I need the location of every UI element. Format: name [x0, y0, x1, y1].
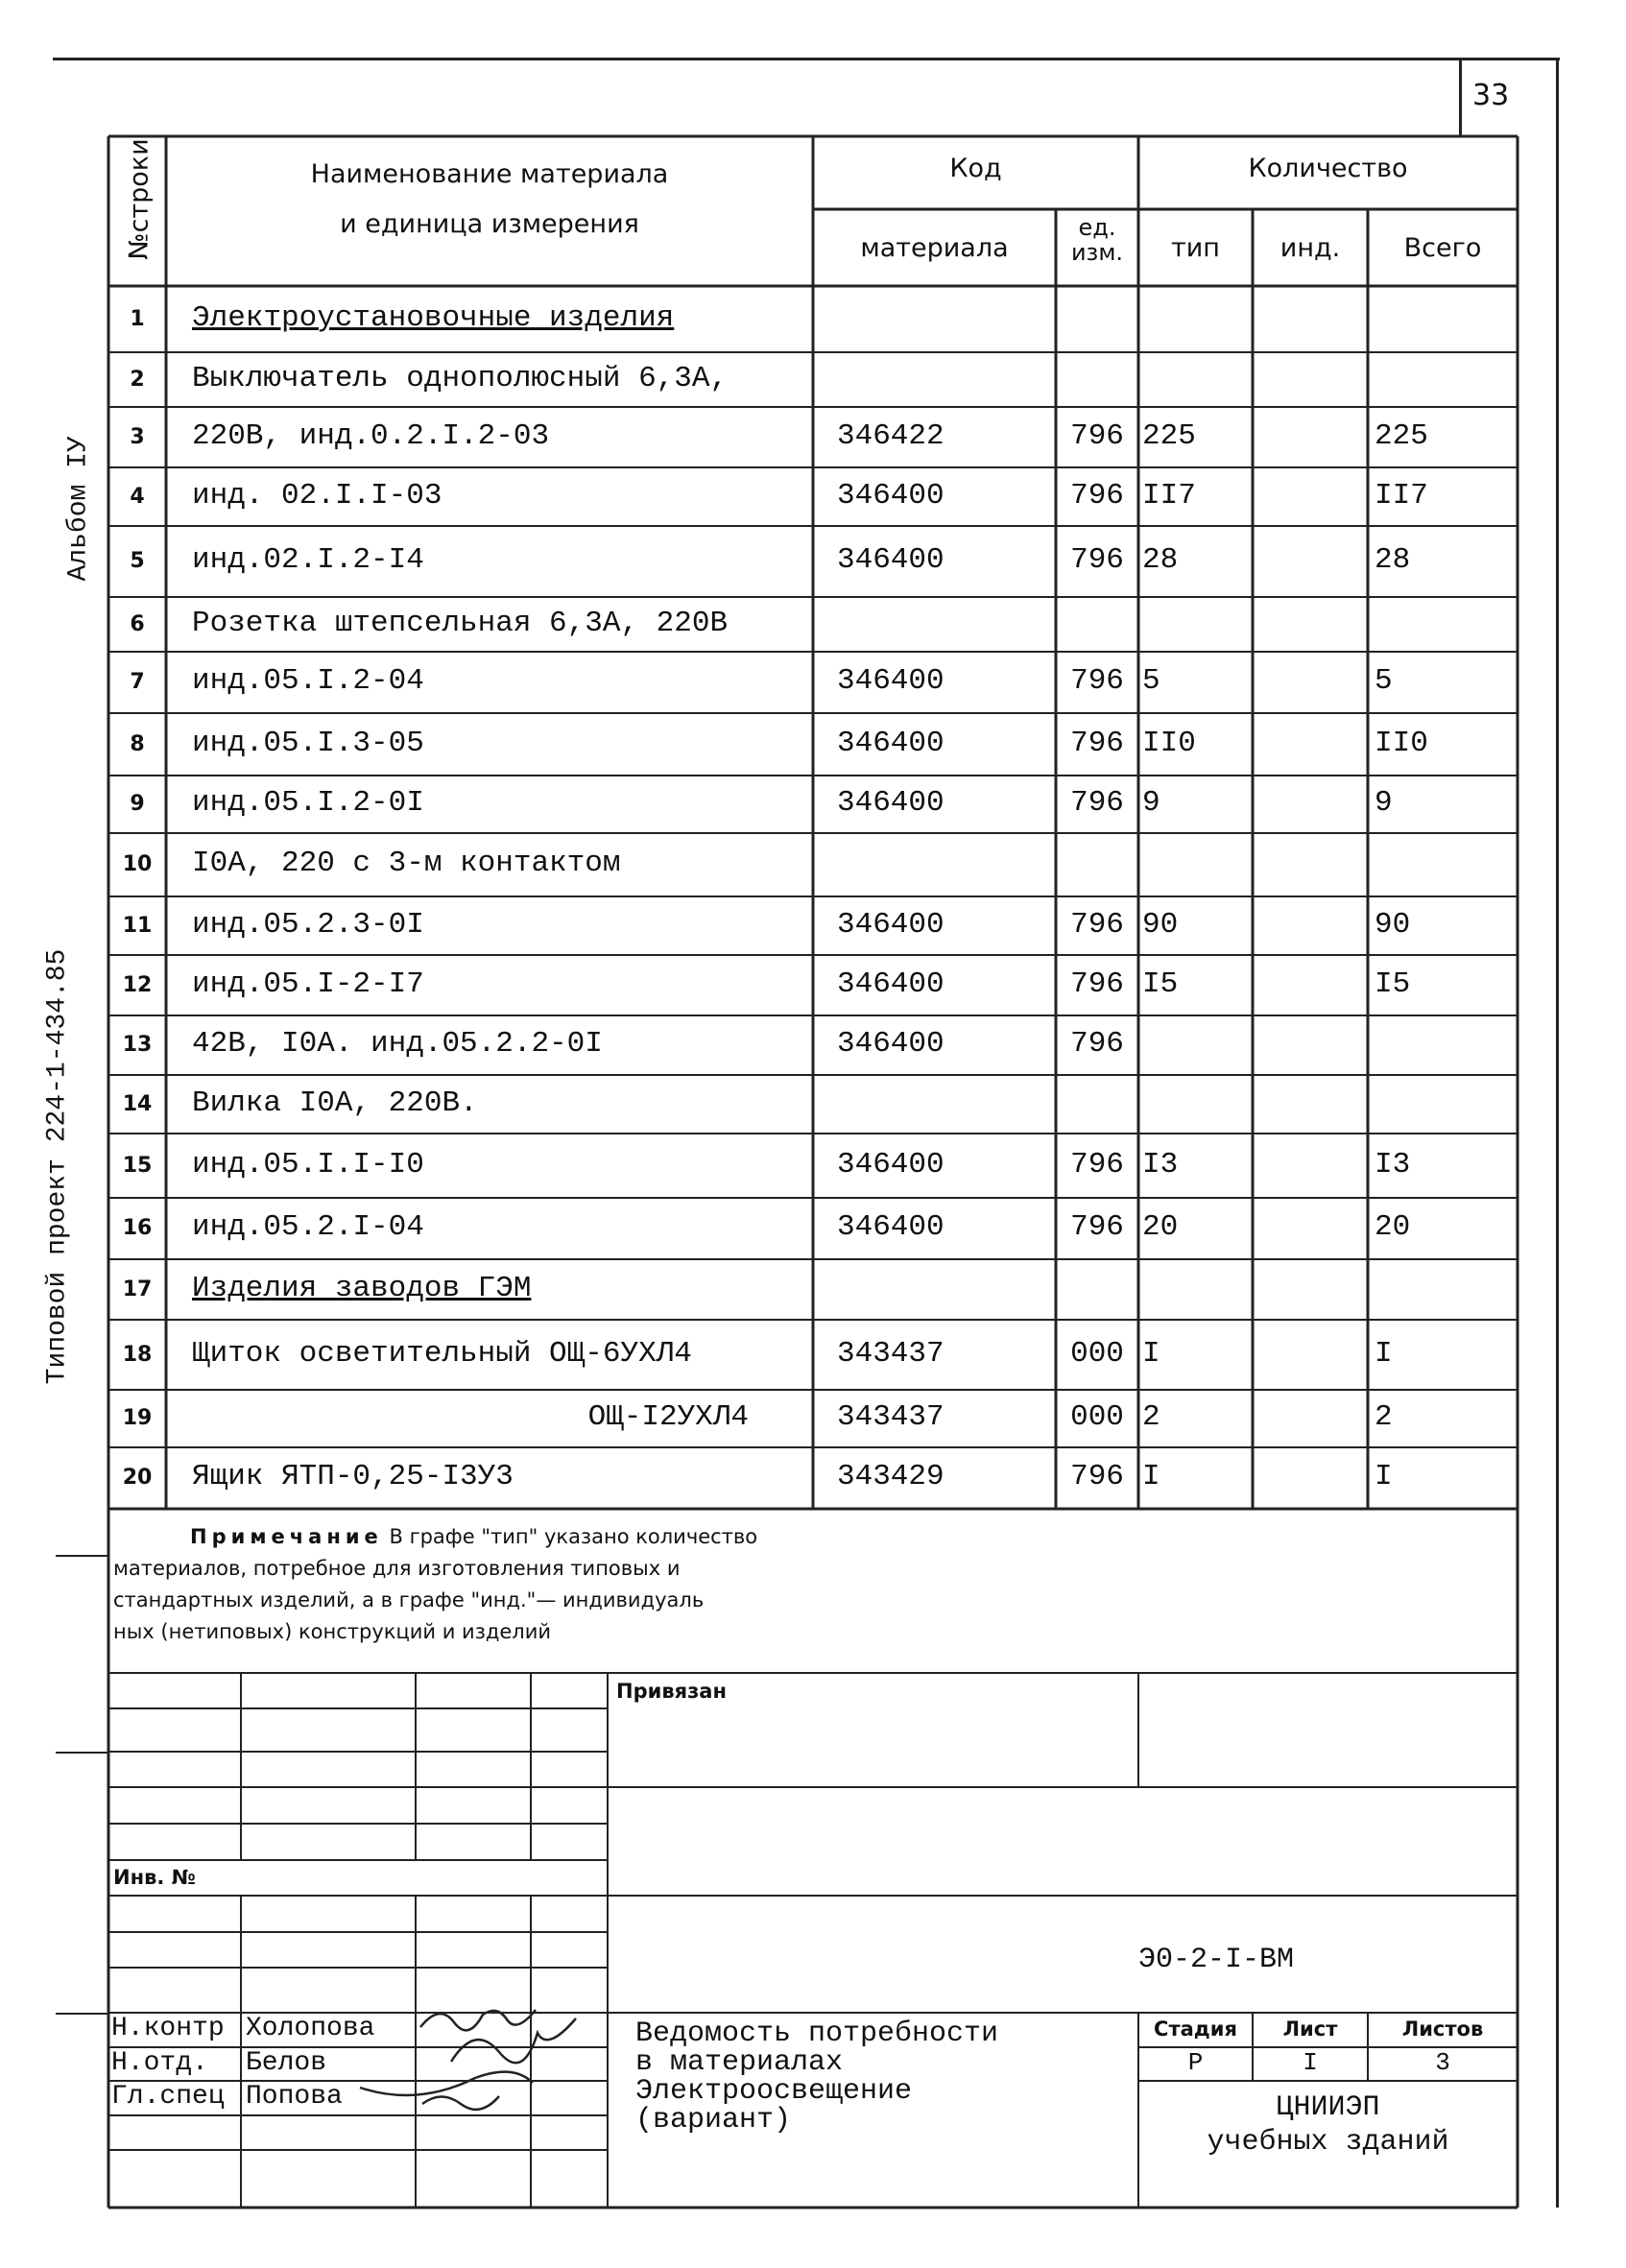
material-code: 346400	[837, 967, 945, 1001]
material-name: Изделия заводов ГЭМ	[192, 1271, 532, 1305]
material-name: 42В, I0А. инд.05.2.2-0I	[192, 1027, 603, 1061]
header-quantity: Количество	[1248, 154, 1408, 183]
material-name: ОЩ-I2УХЛ4	[587, 1400, 749, 1434]
material-name: Электроустановочные изделия	[192, 300, 675, 335]
material-name: инд.05.I.I-I0	[192, 1147, 424, 1182]
row-number: 3	[130, 424, 145, 449]
qty-typ: I	[1142, 1460, 1160, 1493]
material-code: 343437	[837, 1400, 945, 1434]
unit-code: 796	[1070, 1147, 1124, 1182]
header-ind: инд.	[1279, 233, 1341, 263]
material-name: инд.02.I.2-I4	[192, 543, 424, 577]
material-name: I0А, 220 с 3-м контактом	[192, 847, 621, 880]
qty-typ: II7	[1142, 478, 1196, 513]
qty-total: I3	[1375, 1147, 1411, 1182]
qty-total: II7	[1375, 478, 1428, 513]
side-album-label: Альбом IУ	[63, 436, 94, 582]
unit-code: 796	[1070, 1460, 1124, 1493]
row-number: 10	[122, 852, 153, 876]
qty-total: 225	[1375, 418, 1428, 453]
row-number: 15	[122, 1153, 153, 1178]
stamp-title: Ведомость потребности в материалах Электроосвещение (вариант)	[635, 2017, 999, 2137]
qty-total: 90	[1375, 907, 1411, 942]
row-number: 6	[130, 611, 145, 636]
row-number: 20	[122, 1466, 153, 1490]
qty-typ: I5	[1142, 967, 1179, 1001]
qty-total: 20	[1375, 1210, 1411, 1244]
row-number: 2	[130, 367, 145, 392]
qty-total: I5	[1375, 967, 1411, 1001]
qty-total: 2	[1375, 1400, 1393, 1434]
material-code: 343437	[837, 1336, 945, 1371]
unit-code: 796	[1070, 1210, 1124, 1244]
unit-code: 796	[1070, 664, 1124, 698]
row-number: 11	[122, 913, 153, 938]
material-code: 346400	[837, 786, 945, 820]
material-name: Щиток осветительный ОЩ-6УХЛ4	[192, 1336, 692, 1371]
row-number: 7	[130, 670, 145, 694]
material-name: Вилка I0А, 220В.	[192, 1086, 478, 1120]
unit-code: 796	[1070, 1027, 1124, 1061]
material-name: инд.05.2.3-0I	[192, 907, 424, 942]
material-code: 346400	[837, 664, 945, 698]
stamp-organization: ЦНИИЭП учебных зданий	[1207, 2091, 1449, 2159]
note-line3: стандартных изделий, а в графе "инд."— индивидуаль	[113, 1588, 705, 1611]
row-number: 18	[122, 1342, 153, 1367]
stamp-name-2: Белов	[246, 2048, 327, 2078]
row-number: 4	[130, 484, 145, 509]
material-name: инд.05.I.2-04	[192, 664, 424, 698]
material-code: 346400	[837, 1210, 945, 1244]
unit-code: 796	[1070, 418, 1124, 453]
page-number: 33	[1472, 79, 1510, 112]
header-unit: ед. изм.	[1070, 214, 1124, 266]
note-line4: ных (нетиповых) конструкций и изделий	[113, 1620, 552, 1643]
stamp-sheet: I	[1303, 2048, 1318, 2077]
unit-code: 796	[1070, 786, 1124, 820]
unit-code: 000	[1070, 1400, 1124, 1434]
qty-typ: I3	[1142, 1147, 1179, 1182]
qty-total: II0	[1375, 726, 1428, 760]
qty-total: I	[1375, 1460, 1393, 1493]
row-number: 19	[122, 1406, 153, 1430]
stamp-sheets: 3	[1435, 2048, 1450, 2077]
stamp-role-3: Гл.спец	[111, 2082, 225, 2112]
row-number: 12	[122, 972, 153, 997]
header-name-line1: Наименование материала	[310, 159, 669, 189]
note-line1: В графе "тип" указано количество	[389, 1525, 758, 1548]
qty-typ: 20	[1142, 1210, 1179, 1244]
unit-code: 000	[1070, 1336, 1124, 1371]
qty-typ: 90	[1142, 907, 1179, 942]
unit-code: 796	[1070, 907, 1124, 942]
qty-typ: 2	[1142, 1400, 1160, 1434]
material-code: 346400	[837, 1027, 945, 1061]
unit-code: 796	[1070, 726, 1124, 760]
header-code: Код	[949, 154, 1002, 183]
row-number: 13	[122, 1033, 153, 1057]
header-name-line2: и единица измерения	[340, 209, 639, 239]
note	[113, 1521, 939, 1648]
qty-typ: 9	[1142, 786, 1160, 820]
material-name: инд.05.I-2-I7	[192, 967, 424, 1001]
row-number: 5	[130, 549, 145, 573]
stamp-sheet-label: Лист	[1282, 2017, 1338, 2041]
material-code: 343429	[837, 1460, 945, 1493]
stamp-stage: Р	[1187, 2048, 1204, 2077]
material-name: инд.05.2.I-04	[192, 1210, 424, 1244]
material-name: Выключатель однополюсный 6,3А,	[192, 361, 729, 395]
material-code: 346400	[837, 907, 945, 942]
stamp-bound-label: Привязан	[616, 1680, 727, 1703]
qty-total: 28	[1375, 543, 1411, 577]
material-name: инд.05.I.2-0I	[192, 786, 424, 820]
header-row-number: №строки	[124, 138, 155, 260]
stamp-doc-code: Э0-2-I-ВМ	[1138, 1944, 1295, 1976]
unit-code: 796	[1070, 543, 1124, 577]
header-material: материала	[860, 233, 1009, 263]
stamp-name-3: Попова	[246, 2082, 343, 2112]
material-name: инд. 02.I.I-03	[192, 478, 442, 513]
stamp-name-1: Холопова	[246, 2014, 375, 2043]
material-code: 346400	[837, 726, 945, 760]
material-code: 346400	[837, 478, 945, 513]
material-name: инд.05.I.3-05	[192, 726, 424, 760]
row-number: 8	[130, 731, 145, 756]
qty-typ: I	[1142, 1336, 1160, 1371]
row-number: 1	[130, 306, 145, 331]
material-code: 346400	[837, 543, 945, 577]
material-name: 220В, инд.0.2.I.2-03	[192, 418, 550, 453]
material-name: Розетка штепсельная 6,3А, 220В	[192, 606, 729, 640]
qty-typ: II0	[1142, 726, 1196, 760]
side-project-label: Типовой проект 224-1-434.85	[42, 948, 73, 1385]
row-number: 16	[122, 1216, 153, 1240]
stamp-sheets-label: Листов	[1401, 2017, 1484, 2041]
unit-code: 796	[1070, 478, 1124, 513]
note-title: Примечание	[190, 1525, 383, 1548]
stamp-stage-label: Стадия	[1154, 2017, 1237, 2041]
header-typ: тип	[1171, 233, 1220, 263]
qty-total: 5	[1375, 664, 1393, 698]
qty-typ: 28	[1142, 543, 1179, 577]
qty-typ: 225	[1142, 418, 1196, 453]
material-code: 346400	[837, 1147, 945, 1182]
material-name: Ящик ЯТП-0,25-I3У3	[192, 1460, 514, 1493]
note-line2: материалов, потребное для изготовления типовых и	[113, 1557, 681, 1580]
row-number: 9	[130, 792, 145, 816]
row-number: 14	[122, 1091, 153, 1116]
stamp-role-1: Н.контр	[111, 2014, 225, 2043]
row-number: 17	[122, 1277, 153, 1301]
unit-code: 796	[1070, 967, 1124, 1001]
qty-total: I	[1375, 1336, 1393, 1371]
qty-typ: 5	[1142, 664, 1160, 698]
qty-total: 9	[1375, 786, 1393, 820]
stamp-role-2: Н.отд.	[111, 2048, 208, 2078]
signature-marks	[360, 2010, 576, 2110]
material-code: 346422	[837, 418, 945, 453]
header-total: Всего	[1403, 233, 1482, 263]
stamp-inv-label: Инв. №	[113, 1866, 196, 1889]
